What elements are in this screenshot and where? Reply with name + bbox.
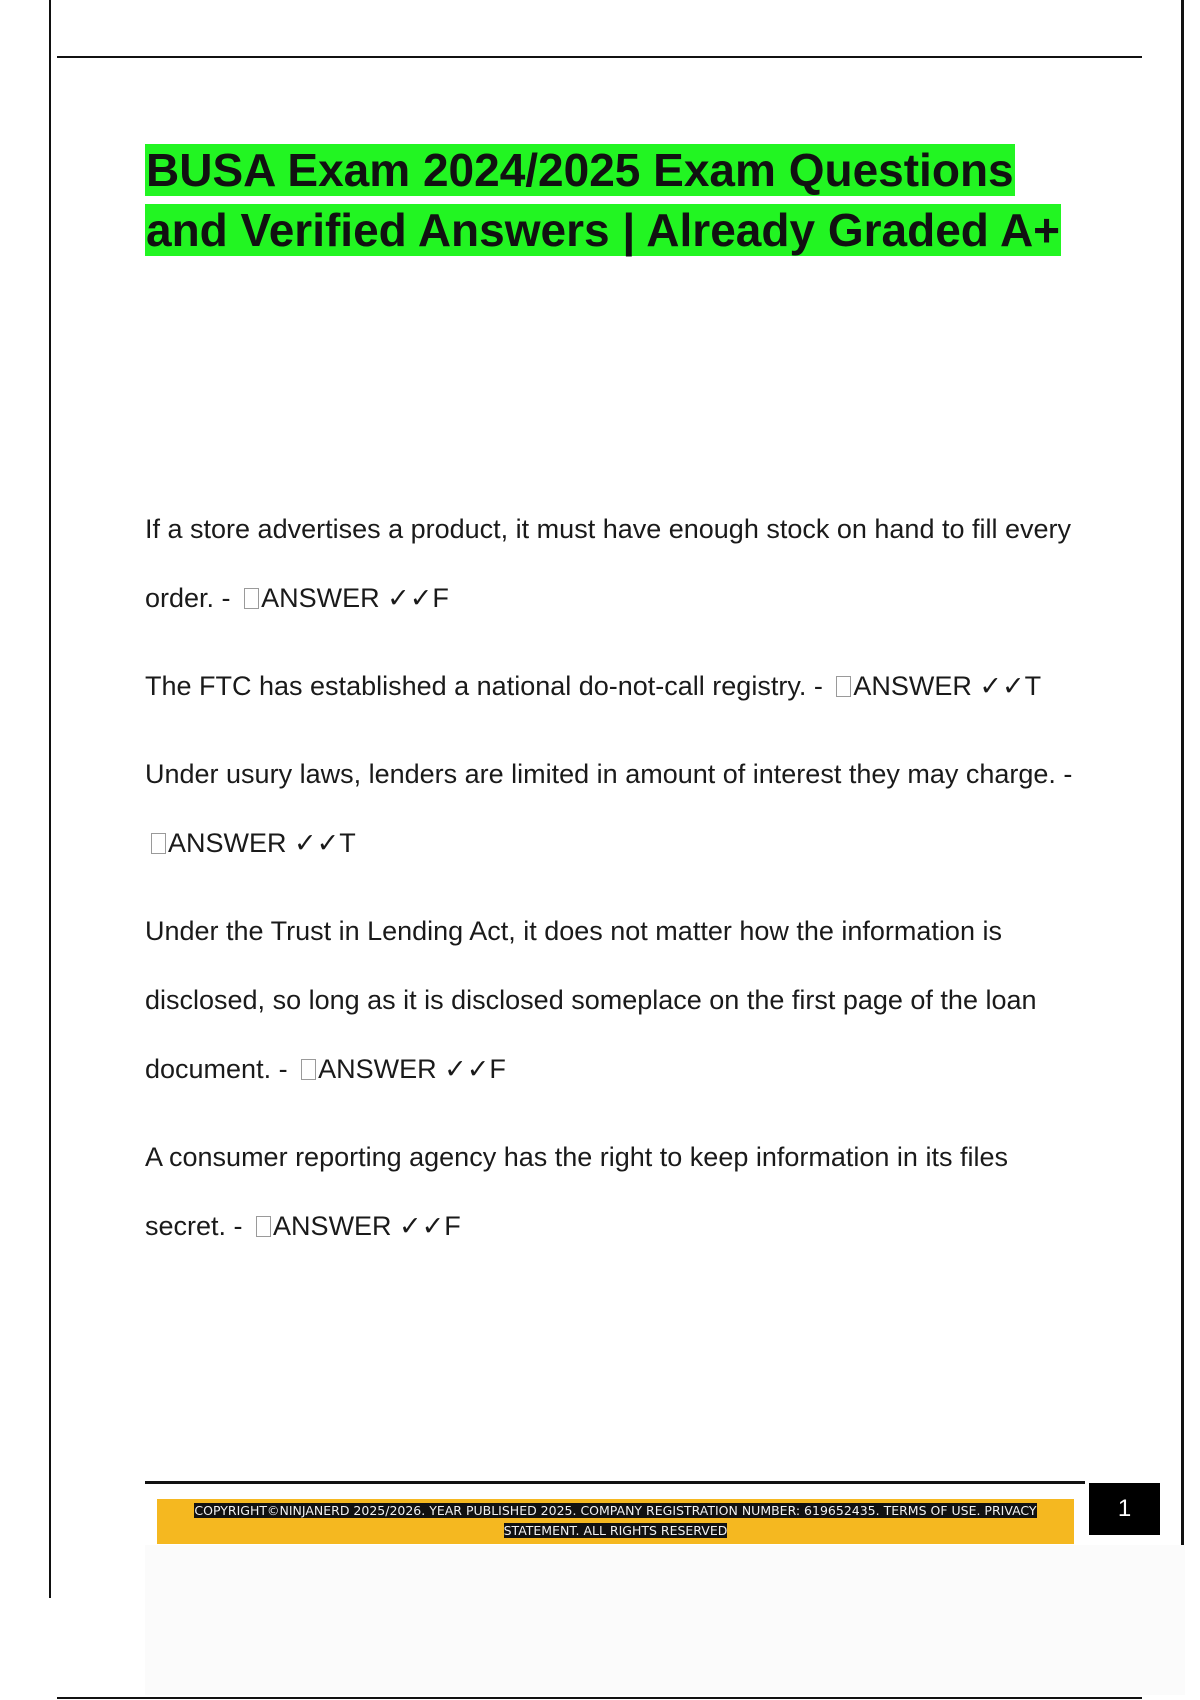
question-text: Under the Trust in Lending Act, it does not matter how the information is disclosed, so long as it is disclosed someplace on the first page of the loan document. - — [145, 916, 1037, 1084]
bottom-rule — [57, 1697, 1142, 1699]
page-number: 1 — [1089, 1483, 1160, 1535]
answer-text: ANSWER ✓✓F — [318, 1054, 506, 1084]
header-rule — [57, 56, 1142, 58]
question-item — [145, 897, 1085, 1104]
answer-text: ANSWER ✓✓F — [273, 1211, 461, 1241]
question-item — [145, 652, 1085, 721]
footer-copyright-band — [157, 1499, 1074, 1544]
question-item — [145, 1123, 1085, 1261]
question-list — [145, 495, 1085, 1280]
answer-text: ANSWER ✓✓T — [853, 671, 1042, 701]
missing-glyph-icon — [256, 1216, 271, 1237]
answer-text: ANSWER ✓✓T — [168, 828, 356, 858]
document-title — [145, 140, 1085, 260]
footer-copyright: COPYRIGHT©NINJANERD 2025/2026. YEAR PUBLISHED 2025. COMPANY REGISTRATION NUMBER: 619652435. TERMS OF USE. PRIVACY STATEMENT. ALL RIGHTS RESERVED — [194, 1503, 1037, 1538]
question-text: Under usury laws, lenders are limited in amount of interest they may charge. - — [145, 759, 1073, 789]
footer-rule — [145, 1481, 1085, 1484]
question-text: A consumer reporting agency has the right to keep information in its files secret. - — [145, 1142, 1008, 1241]
question-item — [145, 740, 1085, 878]
page-shade — [145, 1545, 1185, 1695]
missing-glyph-icon — [151, 833, 166, 854]
page-border-right — [1181, 0, 1184, 1598]
answer-text: ANSWER ✓✓F — [261, 583, 449, 613]
missing-glyph-icon — [301, 1059, 316, 1080]
missing-glyph-icon — [836, 676, 851, 697]
title-highlight: BUSA Exam 2024/2025 Exam Questions and Verified Answers | Already Graded A+ — [146, 144, 1061, 256]
question-text: The FTC has established a national do-not-call registry. - — [145, 671, 823, 701]
page-border-left — [49, 0, 51, 1598]
missing-glyph-icon — [244, 588, 259, 609]
question-item — [145, 495, 1085, 633]
question-text: If a store advertises a product, it must have enough stock on hand to fill every order. - — [145, 514, 1072, 613]
